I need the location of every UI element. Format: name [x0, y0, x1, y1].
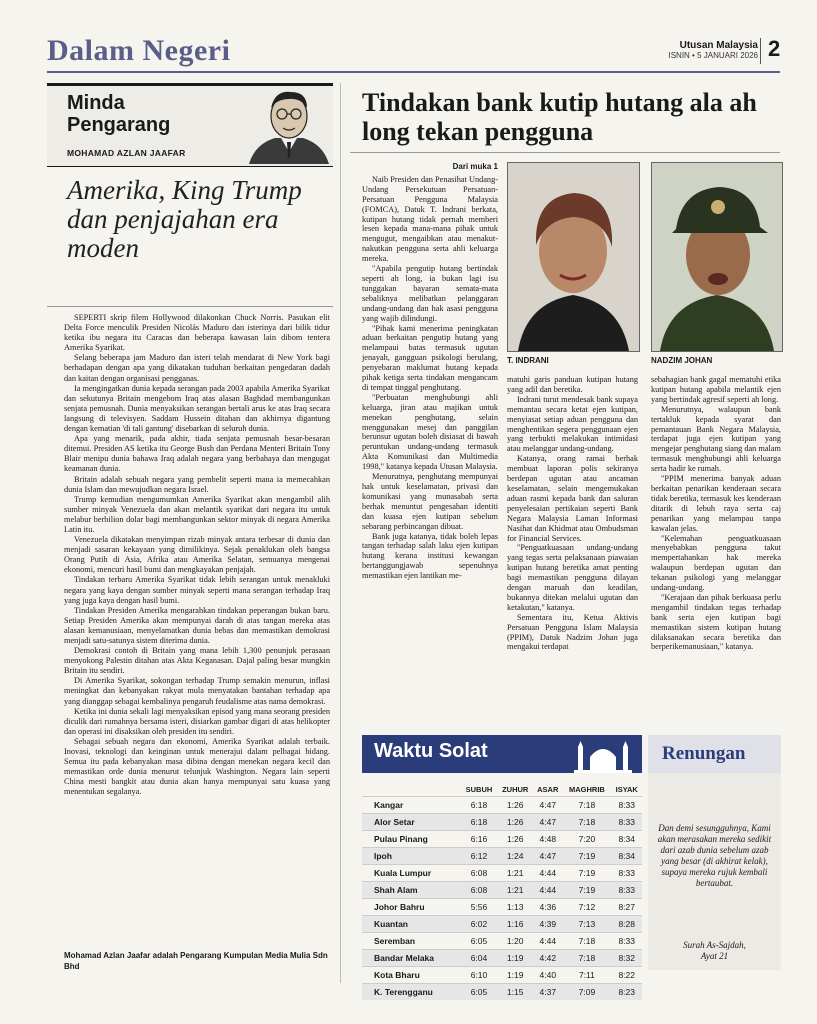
prayer-time-cell: 1:26: [497, 797, 533, 814]
prayer-time-cell: 7:18: [562, 814, 611, 831]
prayer-times-title: Waktu Solat: [374, 740, 488, 762]
prayer-location-header: [362, 783, 461, 797]
article-paragraph: "Kelemahan penguatkuasaan menyebabkan pengguna takut mempertahankan hak mereka walaupun berdepan ugutan dan tekanan psikologi yang melanggar undang-undang.: [651, 533, 781, 593]
prayer-time-cell: 8:33: [611, 882, 642, 899]
column-paragraph: Sebagai sebuah negara dan ekonomi, Amerika Syarikat adalah terbaik. Inovasi, teknologi dan keinginan untuk menerajui dalam pelbagai bidang. Semua itu pada kebanyakan masa dibina dengan menekan negara kecil dan memastikan orde dunia menurut telunjuk Washington. Negara lain seperti China mesti bangkit atau dunia akan hanya mempunyai satu kuasa yang menentukan segalanya.: [64, 736, 330, 797]
column-paragraph: Apa yang menarik, pada akhir, tiada senjata pemusnah besar-besaran ditemui. Presiden AS ketika itu George Bush dan Perdana Menteri Britain Tony Blair menipu dunia bahawa Iraq adalah negara yang berbahaya dan mengugat keamanan dunia.: [64, 434, 330, 474]
article-paragraph: "PPIM menerima banyak aduan berkaitan penarikan kenderaan secara tidak beretika, termasuk kes kenderaan ditarik di lebuh raya serta caj penarikan yang melampau tanpa kawalan jelas.: [651, 474, 781, 533]
prayer-times-row: [362, 848, 642, 865]
article-paragraph: Bank juga katanya, tidak boleh lepas tangan terhadap salah laku ejen kutipan hutang kerana institusi kewangan bertanggungjawab sepenuhnya memastikan ejen lantikan me-: [362, 531, 498, 581]
prayer-times-row: [362, 933, 642, 950]
prayer-time-cell: 4:36: [533, 899, 562, 916]
photo-nadzim: [651, 162, 783, 352]
publication-info: [640, 40, 758, 60]
prayer-location: Alor Setar: [362, 814, 461, 831]
prayer-time-cell: 4:42: [533, 950, 562, 967]
prayer-location: Kangar: [362, 797, 461, 814]
prayer-time-cell: 6:04: [461, 950, 498, 967]
prayer-time-cell: 7:09: [562, 984, 611, 1001]
prayer-time-cell: 4:47: [533, 797, 562, 814]
column-paragraph: Tindakan Presiden Amerika mengarahkan tindakan peperangan bukan baru. Setiap Presiden Amerika akan mempunyai darah di atas tangan mereka atas alasan kemanusiaan, menyelamatkan dunia bebas dan memastikan demokrasi menjadi satu-satunya sistem diterima dunia.: [64, 605, 330, 645]
prayer-location: K. Terengganu: [362, 984, 461, 1001]
article-column-2: [507, 375, 638, 652]
prayer-time-cell: 8:22: [611, 967, 642, 984]
prayer-time-cell: 7:18: [562, 797, 611, 814]
prayer-time-cell: 8:23: [611, 984, 642, 1001]
prayer-time-cell: 6:02: [461, 916, 498, 933]
prayer-time-cell: 4:47: [533, 848, 562, 865]
column-banner: [47, 83, 333, 167]
column-headline: Amerika, King Trump dan penjajahan era moden: [67, 175, 302, 263]
prayer-time-cell: 4:39: [533, 916, 562, 933]
prayer-time-cell: 6:08: [461, 865, 498, 882]
prayer-column-header: ISYAK: [615, 785, 638, 794]
prayer-location: Johor Bahru: [362, 899, 461, 916]
prayer-location: Kuantan: [362, 916, 461, 933]
prayer-time-cell: 8:27: [611, 899, 642, 916]
prayer-time-cell: 4:47: [533, 814, 562, 831]
prayer-time-cell: 4:44: [533, 882, 562, 899]
prayer-time-cell: 7:19: [562, 865, 611, 882]
column-body: [64, 313, 330, 798]
prayer-time-cell: 6:18: [461, 814, 498, 831]
article-paragraph: Naib Presiden dan Penasihat Undang-Undang Persekutuan Persatuan-Persatuan Pengguna Malaysia (FOMCA), Datuk T. Indrani berkata, kutipan hutang tidak pernah memberi lesen kepada mana-mana pihak untuk mengugut, mengaibkan atau menakut-nakutkan pengguna serta ahli keluarga mereka.: [362, 174, 498, 264]
prayer-times-row: [362, 950, 642, 967]
article-paragraph: "Penguatkuasaan undang-undang yang tegas serta pelaksanaan piawaian kutipan hutang beretika amat penting bagi memastikan pengguna dilayan dengan maruah dan keadilan, bukannya ditekan melalui ugutan dan ketakutan," katanya.: [507, 543, 638, 612]
article-paragraph: Menurutnya, penghutang mempunyai hak untuk keselamatan, privasi dan komunikasi yang munasabah serta berhak menuntut pengesahan identiti dan kuasa ejen kutipan sebelum sebarang perbincangan dibuat.: [362, 472, 498, 531]
prayer-time-cell: 1:26: [497, 814, 533, 831]
article-paragraph: Katanya, orang ramai berhak membuat laporan polis sekiranya berdepan ugutan atau ancaman keselamatan, selain mengemukakan aduan rasmi kepada bank dan saluran penyelesaian pertikaian seperti Bank Negara Malaysia Laman Informasi Nasihat dan Khidmat atau Ombudsman for Financial Services.: [507, 454, 638, 543]
column-author: MOHAMAD AZLAN JAAFAR: [67, 148, 186, 158]
prayer-time-cell: 6:16: [461, 831, 498, 848]
article-rule: [350, 152, 780, 153]
column-paragraph: Ia mengingatkan dunia kepada serangan pada 2003 apabila Amerika Syarikat dan sekutunya Britain mengebom Iraq atas alasan Baghdad membangunkan senjata pemusnah. Dunia menyaksikan serangan bertali arus ke atas Iraq secara langsung di televisyen. Saddam Hussein ditahan dan akhirnya digantung dengan kematian 'di tali gantung' disebarkan di seluruh dunia.: [64, 383, 330, 434]
prayer-time-cell: 1:26: [497, 831, 533, 848]
column-label: Minda Pengarang: [67, 92, 171, 136]
column-paragraph: Britain adalah sebuah negara yang pembelit seperti mana ia memecahkan dunia Islam dan mewujudkan negara Israel.: [64, 474, 330, 494]
column-paragraph: Trump kemudian mengumumkan Amerika Syarikat akan mengambil alih sumber minyak Venezuela dan akan melantik syarikat dari negara itu untuk melabur berbilion dolar bagi membangunkan sektor minyak di negara Amerika Latin itu.: [64, 494, 330, 534]
prayer-time-cell: 8:33: [611, 797, 642, 814]
author-caricature: [245, 86, 333, 164]
prayer-location: Pulau Pinang: [362, 831, 461, 848]
publication-name: Utusan Malaysia: [679, 40, 758, 51]
renungan-source-ayat: Ayat 21: [700, 951, 729, 961]
prayer-time-cell: 1:21: [497, 865, 533, 882]
prayer-time-cell: 8:34: [611, 831, 642, 848]
prayer-time-cell: 6:05: [461, 933, 498, 950]
prayer-time-cell: 6:05: [461, 984, 498, 1001]
article-column-3: [651, 375, 781, 652]
prayer-time-cell: 7:13: [562, 916, 611, 933]
mosque-icon: [572, 737, 634, 773]
header-rule: [47, 71, 780, 73]
article-paragraph: "Apabila pengutip hutang bertindak seperti ah long, ia bukan lagi isu tunggakan bayaran semata-mata sebaliknya melibatkan pelanggaran undang-undang dan hak asasi pengguna yang wajib dilindungi.: [362, 264, 498, 323]
prayer-location: Shah Alam: [362, 882, 461, 899]
prayer-time-cell: 8:33: [611, 933, 642, 950]
prayer-time-cell: 8:33: [611, 865, 642, 882]
prayer-time-cell: 1:15: [497, 984, 533, 1001]
prayer-time-cell: 6:08: [461, 882, 498, 899]
prayer-time-cell: 4:44: [533, 865, 562, 882]
prayer-time-cell: 7:18: [562, 933, 611, 950]
prayer-time-cell: 4:48: [533, 831, 562, 848]
column-paragraph: Ketika ini dunia sekali lagi menyaksikan episod yang mana seorang presiden diculik dari rumahnya bersama isteri, disiarkan gambar digari di atas helikopter dan operasi ini disaksikan oleh presiden itu sendiri.: [64, 706, 330, 736]
prayer-column-header: ASAR: [537, 785, 559, 794]
prayer-times-row: [362, 865, 642, 882]
prayer-time-cell: 6:18: [461, 797, 498, 814]
prayer-time-cell: 1:16: [497, 916, 533, 933]
prayer-time-cell: 8:33: [611, 814, 642, 831]
prayer-times-row: [362, 916, 642, 933]
prayer-location: Seremban: [362, 933, 461, 950]
prayer-time-cell: 7:12: [562, 899, 611, 916]
publication-date: ISNIN • 5 JANUARI 2026: [668, 51, 758, 60]
prayer-time-cell: 1:21: [497, 882, 533, 899]
article-paragraph: "Perbuatan menghubungi ahli keluarga, jiran atau majikan untuk menekan penghutang, selain menggunakan mesej dan panggilan berunsur ugutan boleh disiasat di bawah peruntukan undang-undang termasuk Akta Komunikasi dan Multimedia 1998," katanya kepada Utusan Malaysia.: [362, 392, 498, 472]
page-number: 2: [768, 36, 781, 61]
header-separator: [760, 38, 761, 64]
portrait-indrani: [508, 163, 639, 351]
column-paragraph: Tindakan terbaru Amerika Syarikat tidak lebih serangan untuk menakluki negara yang kaya dengan sumber minyak seperti mana serangan terhadap Iraq yang juga kaya dengan hasil bumi.: [64, 575, 330, 605]
article-paragraph: "Pihak kami menerima peningkatan aduan berkaitan pengutip hutang yang melampaui batas termasuk ugutan jenayah, gangguan psikologi berulang, penyebaran maklumat hutang kepada pihak ketiga serta tindakan mengancam di tempat tinggal penghutang.: [362, 323, 498, 392]
photo-caption: T. INDRANI: [507, 356, 549, 365]
prayer-times-row: [362, 984, 642, 1001]
prayer-time-cell: 1:19: [497, 950, 533, 967]
prayer-time-cell: 1:20: [497, 933, 533, 950]
prayer-location: Bandar Melaka: [362, 950, 461, 967]
prayer-times-table: [362, 783, 642, 1000]
article-column-1: [362, 162, 498, 581]
section-title: Dalam Negeri: [47, 34, 231, 67]
prayer-time-cell: 1:19: [497, 967, 533, 984]
prayer-time-cell: 8:32: [611, 950, 642, 967]
prayer-time-cell: 1:13: [497, 899, 533, 916]
prayer-time-cell: 4:44: [533, 933, 562, 950]
prayer-time-cell: 8:34: [611, 848, 642, 865]
column-byline: Mohamad Azlan Jaafar adalah Pengarang Kumpulan Media Mulia Sdn Bhd: [64, 951, 328, 971]
column-paragraph: Venezuela dikatakan menyimpan rizab minyak antara terbesar di dunia dan menjadi sasaran kekayaan yang dimilikinya. Sejak penaklukan oleh bangsa Orang Putih di Asia, Afrika atau Amerika Selatan, semuanya mengenai ekonomi, mencuri hasil bumi dan mengkayakan penjajah.: [64, 535, 330, 575]
prayer-column-header: SUBUH: [465, 785, 493, 794]
column-paragraph: Di Amerika Syarikat, sokongan terhadap Trump semakin menurun, inflasi meningkat dan kebanyakan rakyat mula menyatakan bantahan terhadap apa yang dianggap sebagai kembalinya pengaruh feudalisme atas nama demokrasi.: [64, 676, 330, 706]
prayer-times-row: [362, 899, 642, 916]
prayer-time-cell: 7:11: [562, 967, 611, 984]
article-paragraph: "Kerajaan dan pihak berkuasa perlu mengambil tindakan tegas terhadap bank serta ejen kutipan bagi memastikan sistem kutipan hutang dilaksanakan secara beretika dan berperikemanusiaan," katanya.: [651, 592, 781, 652]
prayer-times-row: [362, 797, 642, 814]
article-paragraph: sebahagian bank gagal mematuhi etika kutipan hutang apabila melantik ejen yang bertindak agresif seperti ah long.: [651, 375, 781, 404]
portrait-nadzim: [652, 163, 782, 351]
renungan-banner: [648, 735, 781, 773]
prayer-time-cell: 8:28: [611, 916, 642, 933]
prayer-time-cell: 4:37: [533, 984, 562, 1001]
prayer-times-row: [362, 814, 642, 831]
article-paragraph: Menurutnya, walaupun bank tertakluk kepada syarat dan pemantauan Bank Negara Malaysia, terdapat juga ejen kutipan yang mengejar penghutang siang dan malam termasuk menghubungi ahli keluarga serta hadir ke rumah.: [651, 404, 781, 474]
column-rule: [47, 306, 333, 307]
renungan-quote: Dan demi sesungguhnya, Kami akan merasakan mereka sedikit dari azab dunia sebelum azab yang besar (di akhirat kelak), supaya mereka rujuk kembali bertaubat.: [657, 823, 772, 888]
renungan-source: [656, 940, 773, 962]
prayer-location: Kota Bharu: [362, 967, 461, 984]
column-paragraph: Demokrasi contoh di Britain yang mana lebih 1,300 penunjuk perasaan menyokong Palestin ditahan atas Akta Keganasan. Dajal paling besar mungkin Britain itu sendiri.: [64, 646, 330, 676]
continued-from: Dari muka 1: [452, 162, 498, 171]
article-paragraph: Indrani turut mendesak bank supaya memantau secara ketat ejen kutipan, menyiasat setiap aduan pengguna dan menghentikan segera penggunaan ejen yang terbukti melakukan intimidasi atau melanggar undang-undang.: [507, 394, 638, 454]
prayer-column-header: MAGHRIB: [568, 785, 605, 794]
prayer-times-row: [362, 967, 642, 984]
article-paragraph: matuhi garis panduan kutipan hutang yang adil dan beretika.: [507, 375, 638, 394]
column-divider: [340, 83, 341, 983]
article-paragraph: Sementara itu, Ketua Aktivis Persatuan Pengguna Islam Malaysia (PPIM), Datuk Nadzim Johan juga mengakui terdapat: [507, 612, 638, 652]
photo-caption: NADZIM JOHAN: [651, 356, 713, 365]
prayer-location: Ipoh: [362, 848, 461, 865]
prayer-times-banner: [362, 735, 642, 773]
prayer-time-cell: 7:19: [562, 882, 611, 899]
photo-indrani: [507, 162, 640, 352]
prayer-time-cell: 4:40: [533, 967, 562, 984]
prayer-time-cell: 6:12: [461, 848, 498, 865]
prayer-times-row: [362, 831, 642, 848]
prayer-time-cell: 6:10: [461, 967, 498, 984]
prayer-column-header: ZUHUR: [502, 785, 529, 794]
prayer-times-body: [362, 797, 642, 1001]
prayer-time-cell: 7:18: [562, 950, 611, 967]
renungan-source-surah: Surah As-Sajdah,: [683, 940, 746, 950]
renungan-box: [648, 735, 781, 970]
prayer-times-header-row: [362, 783, 642, 797]
prayer-times-row: [362, 882, 642, 899]
column-paragraph: SEPERTI skrip filem Hollywood dilakonkan Chuck Norris. Pasukan elit Delta Force menculik Presiden Nicolás Maduro dan isterinya dari bilik tidur ketika ibu negara itu Caracas dan beberapa kawasan lain dibom tentera Amerika Syarikat.: [64, 313, 330, 353]
prayer-time-cell: 7:19: [562, 848, 611, 865]
column-paragraph: Selang beberapa jam Maduro dan isteri telah mendarat di New York bagi berhadapan dengan apa yang dikatakan tuduhan berkaitan pengedaran dadah dan kaitan dengan organisasi pengganas.: [64, 353, 330, 383]
prayer-location: Kuala Lumpur: [362, 865, 461, 882]
prayer-time-cell: 1:24: [497, 848, 533, 865]
prayer-time-cell: 7:20: [562, 831, 611, 848]
prayer-time-cell: 5:56: [461, 899, 498, 916]
renungan-title: Renungan: [662, 743, 746, 764]
article-headline: Tindakan bank kutip hutang ala ah long tekan pengguna: [362, 88, 757, 146]
